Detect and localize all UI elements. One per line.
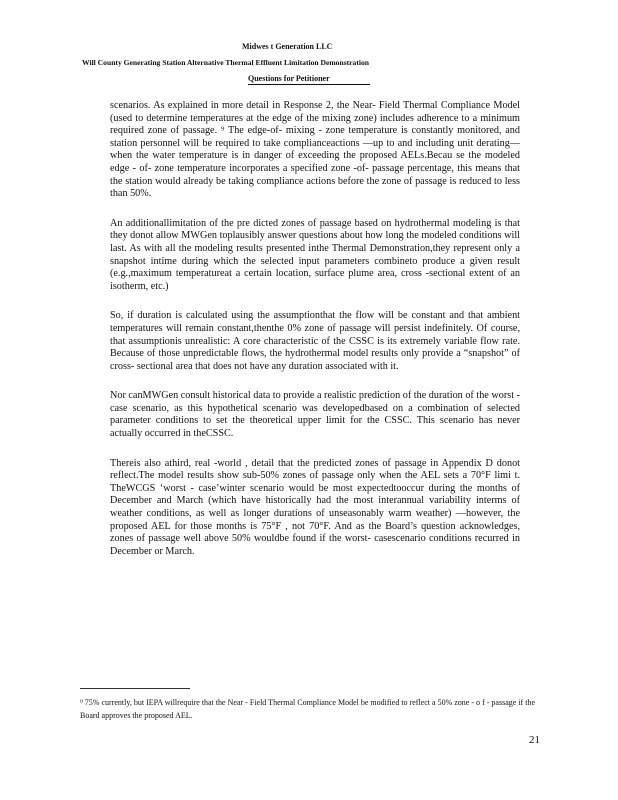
page-number: 21 bbox=[529, 734, 540, 746]
header-subtitle: Questions for Petitioner bbox=[248, 74, 330, 83]
footnote: ⁹ 75% currently, but IEPA willrequire that the Near - Field Thermal Compliance Model be modified to reflect a 50% zone - o f - passage if the Board approves the proposed AEL. bbox=[80, 698, 535, 720]
footnote-divider bbox=[80, 688, 190, 689]
paragraph-additional-limitation: An additionallimitation of the pre dicted zones of passage based on hydrothermal modeling is that they donot allow MWGen toplausibly answer questions about how long the modeled conditions will last. As with all the modeling results presented inthe Thermal Demonstration,they represent only a snapshot intime during which the selected input parameters combineto produce a given result (e.g.,maximum temperatureat a certain location, surface plume area, cross -sectional extent of an isotherm, etc.) bbox=[110, 217, 520, 292]
header-title: Will County Generating Station Alternative Thermal Effluent Limitation Demonstration bbox=[82, 58, 370, 67]
paragraph-zone-of-passage: scenarios. As explained in more detail in Response 2, the Near- Field Thermal Compliance Model (used to determine temperatures at the edge of the mixing zone) includes adherence to a minimum required zone of passage. ⁹ The edge-of- mixing - zone temperature is constantly monitored, and station personnel will be required to take complianceactions —up to and including unit derating— when the water temperature is in danger of exceeding the proposed AELs.Becau se the modeled edge - of- zone temperature incorporates a specified zone -of- passage percentage, this means that the station would already be taking compliance actions before the zone of passage is reduced to less than 50%. bbox=[110, 100, 520, 200]
paragraph-historical-data: Nor canMWGen consult historical data to provide a realistic prediction of the duration of the worst -case scenario, as this hypothetical scenario was developedbased on a combination of selected parameter conditions to set the theoretical upper limit for the CSSC. This scenario has never actually occurred in theCSSC. bbox=[110, 390, 520, 440]
paragraph-duration: So, if duration is calculated using the assumptionthat the flow will be constant and that ambient temperatures will remain constant,thenthe 0% zone of passage will persist indefinitely. Of course, that assumptionis unrealistic: A core characteristic of the CSSC is its extremely variable flow rate. Because of those unpredictable flows, the hydrothermal model results only provide a “snapshot” of cross- sectional area that does not have any duration associated with it. bbox=[110, 310, 520, 372]
header-company: Midwes t Generation LLC bbox=[242, 42, 333, 51]
body-text bbox=[110, 100, 520, 575]
paragraph-real-world-detail: Thereis also athird, real -world , detail that the predicted zones of passage in Appendix D donot reflect.The model results show sub-50% zones of passage only when the AEL sets a 70°F limi t. TheWCGS ‘worst - case’winter scenario would be most expectedtooccur during the months of December and March (which have historically had the most interannual variability interms of weather conditions, as well as longer durations of unseasonably warm weather) —however, the proposed AEL for those months is 75°F , not 70°F. And as the Board’s question acknowledges, zones of passage well above 50% wouldbe found if the worst- casescenario conditions recurred in December or March. bbox=[110, 457, 520, 557]
header-underline bbox=[248, 84, 370, 85]
page-header bbox=[0, 0, 618, 90]
